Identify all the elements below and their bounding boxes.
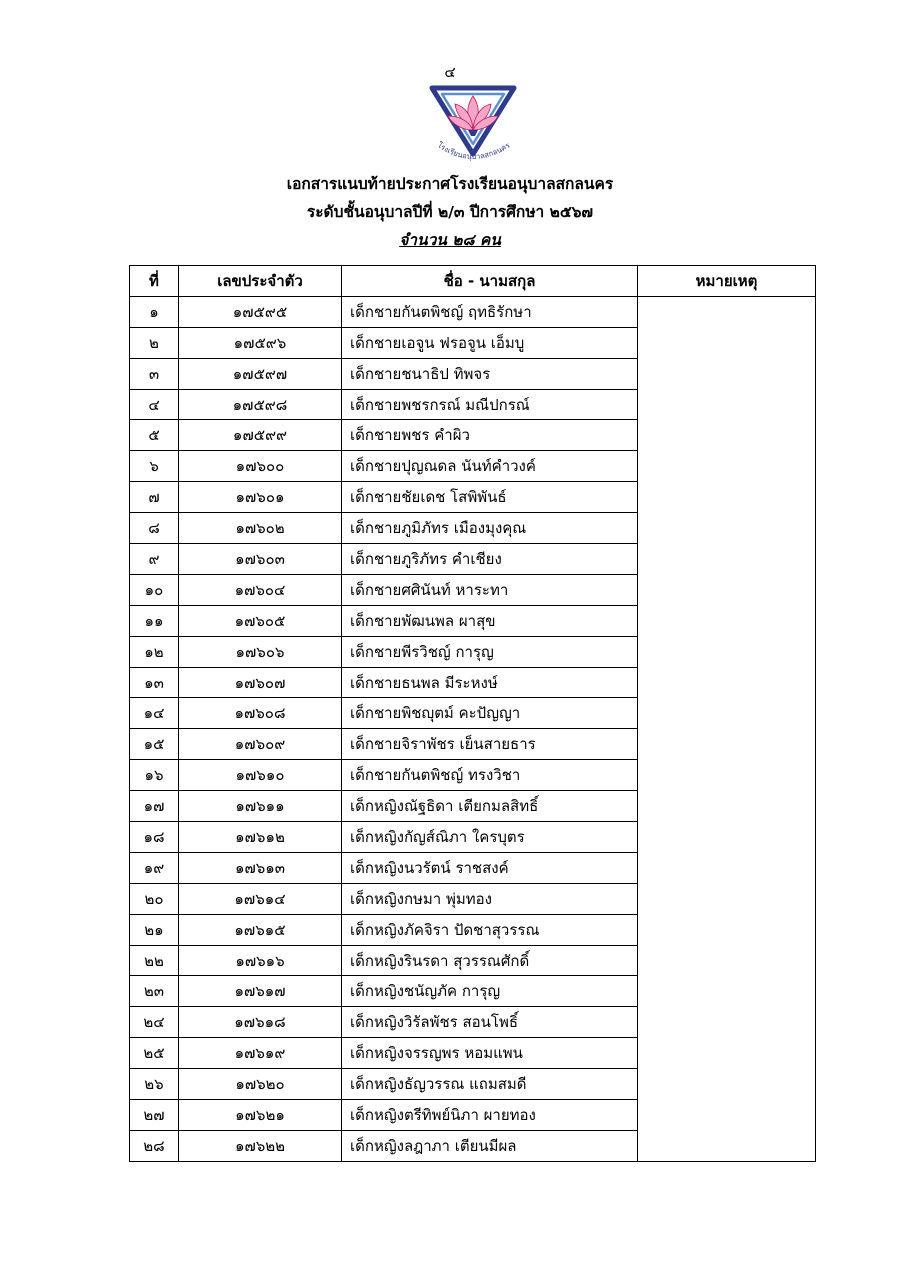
- table-row: [130, 327, 816, 358]
- row-student-id: ๑๗๖๑๖: [179, 945, 342, 976]
- row-student-name: เด็กชายกันตพิชญ์ ฤทธิรักษา: [342, 296, 638, 327]
- row-remark: [638, 791, 816, 822]
- row-student-id: ๑๗๖๐๔: [179, 574, 342, 605]
- student-roster-table: [129, 265, 816, 1162]
- row-student-id: ๑๗๖๒๒: [179, 1130, 342, 1161]
- row-student-name: เด็กชายภูริภัทร คำเชียง: [342, 544, 638, 575]
- row-student-name: เด็กชายกันตพิชญ์ ทรงวิชา: [342, 760, 638, 791]
- row-student-name: เด็กหญิงนวรัตน์ ราชสงค์: [342, 852, 638, 883]
- row-remark: [638, 327, 816, 358]
- row-remark: [638, 451, 816, 482]
- table-row: [130, 1007, 816, 1038]
- row-student-id: ๑๗๖๐๐: [179, 451, 342, 482]
- row-remark: [638, 667, 816, 698]
- row-number: ๑๐: [130, 574, 179, 605]
- table-row: [130, 976, 816, 1007]
- row-remark: [638, 605, 816, 636]
- row-student-name: เด็กชายภูมิภัทร เมืองมุงคุณ: [342, 513, 638, 544]
- school-logo: [428, 82, 518, 172]
- row-remark: [638, 482, 816, 513]
- table-row: [130, 1069, 816, 1100]
- row-number: ๒๑: [130, 914, 179, 945]
- roster-body: [130, 296, 816, 1161]
- table-row: [130, 1038, 816, 1069]
- row-student-id: ๑๗๖๐๓: [179, 544, 342, 575]
- row-number: ๑๕: [130, 729, 179, 760]
- header-subtitle: ระดับชั้นอนุบาลปีที่ ๒/๓ ปีการศึกษา ๒๕๖๗: [306, 203, 594, 221]
- row-student-id: ๑๗๕๙๖: [179, 327, 342, 358]
- row-number: ๑๓: [130, 667, 179, 698]
- row-student-id: ๑๗๖๑๙: [179, 1038, 342, 1069]
- row-student-name: เด็กชายพัฒนพล ผาสุข: [342, 605, 638, 636]
- row-remark: [638, 296, 816, 327]
- row-student-name: เด็กชายพีรวิชญ์ การุญ: [342, 636, 638, 667]
- row-student-id: ๑๗๖๐๙: [179, 729, 342, 760]
- row-student-name: เด็กชายชนาธิป ทิพจร: [342, 358, 638, 389]
- page-number: ๔: [444, 63, 456, 81]
- row-student-name: เด็กชายพิชญุตม์ คะปัญญา: [342, 698, 638, 729]
- row-number: ๑: [130, 296, 179, 327]
- row-remark: [638, 883, 816, 914]
- row-student-id: ๑๗๖๑๕: [179, 914, 342, 945]
- row-remark: [638, 1007, 816, 1038]
- table-row: [130, 636, 816, 667]
- table-row: [130, 1130, 816, 1161]
- row-student-id: ๑๗๕๙๕: [179, 296, 342, 327]
- row-number: ๑๗: [130, 791, 179, 822]
- row-remark: [638, 1130, 816, 1161]
- row-student-name: เด็กชายธนพล มีระหงษ์: [342, 667, 638, 698]
- header-no: ที่: [130, 266, 179, 297]
- row-number: ๕: [130, 420, 179, 451]
- row-student-id: ๑๗๕๙๘: [179, 389, 342, 420]
- table-row: [130, 883, 816, 914]
- row-student-id: ๑๗๖๐๕: [179, 605, 342, 636]
- svg-text:โรงเรียนอนุบาลสกลนคร: โรงเรียนอนุบาลสกลนคร: [435, 140, 512, 162]
- table-row: [130, 914, 816, 945]
- row-student-id: ๑๗๖๑๑: [179, 791, 342, 822]
- document-header: [0, 170, 900, 254]
- row-number: ๒๔: [130, 1007, 179, 1038]
- table-header-row: [130, 266, 816, 297]
- row-student-id: ๑๗๖๑๒: [179, 822, 342, 853]
- row-student-name: เด็กชายศศินันท์ หาระทา: [342, 574, 638, 605]
- row-student-id: ๑๗๕๙๗: [179, 358, 342, 389]
- row-number: ๒: [130, 327, 179, 358]
- row-student-name: เด็กหญิงณัฐธิดา เตียกมลสิทธิ์: [342, 791, 638, 822]
- row-remark: [638, 698, 816, 729]
- row-student-id: ๑๗๖๒๐: [179, 1069, 342, 1100]
- row-student-id: ๑๗๖๑๐: [179, 760, 342, 791]
- row-student-name: เด็กหญิงธัญวรรณ แถมสมดี: [342, 1069, 638, 1100]
- table-row: [130, 513, 816, 544]
- row-student-id: ๑๗๖๑๔: [179, 883, 342, 914]
- header-title: เอกสารแนบท้ายประกาศโรงเรียนอนุบาลสกลนคร: [286, 175, 614, 193]
- row-student-name: เด็กหญิงรินรดา สุวรรณศักดิ์: [342, 945, 638, 976]
- row-number: ๗: [130, 482, 179, 513]
- table-row: [130, 1100, 816, 1131]
- table-row: [130, 389, 816, 420]
- row-student-name: เด็กหญิงกษมา พุ่มทอง: [342, 883, 638, 914]
- table-row: [130, 667, 816, 698]
- row-student-id: ๑๗๖๑๘: [179, 1007, 342, 1038]
- row-number: ๙: [130, 544, 179, 575]
- row-remark: [638, 1038, 816, 1069]
- table-row: [130, 791, 816, 822]
- row-number: ๑๒: [130, 636, 179, 667]
- row-number: ๑๖: [130, 760, 179, 791]
- row-student-name: เด็กชายจิราพัชร เย็นสายธาร: [342, 729, 638, 760]
- table-row: [130, 605, 816, 636]
- row-remark: [638, 1069, 816, 1100]
- row-number: ๘: [130, 513, 179, 544]
- row-remark: [638, 914, 816, 945]
- table-row: [130, 729, 816, 760]
- row-student-name: เด็กหญิงวิรัลพัชร สอนโพธิ์: [342, 1007, 638, 1038]
- table-row: [130, 760, 816, 791]
- row-number: ๒๒: [130, 945, 179, 976]
- row-student-name: เด็กชายพชรกรณ์ มณีปกรณ์: [342, 389, 638, 420]
- row-student-id: ๑๗๖๐๒: [179, 513, 342, 544]
- row-remark: [638, 1100, 816, 1131]
- row-number: ๔: [130, 389, 179, 420]
- row-remark: [638, 945, 816, 976]
- row-student-name: เด็กชายเอจูน ฟรอจูน เอ็มบู: [342, 327, 638, 358]
- row-number: ๒๗: [130, 1100, 179, 1131]
- row-number: ๖: [130, 451, 179, 482]
- row-remark: [638, 822, 816, 853]
- row-student-id: ๑๗๖๑๓: [179, 852, 342, 883]
- row-student-name: เด็กหญิงกัญส์ณิภา ใครบุตร: [342, 822, 638, 853]
- table-row: [130, 574, 816, 605]
- row-remark: [638, 420, 816, 451]
- row-student-name: เด็กหญิงภัคจิรา ปัดชาสุวรรณ: [342, 914, 638, 945]
- row-student-name: เด็กชายชัยเดช โสพิพันธ์: [342, 482, 638, 513]
- row-number: ๓: [130, 358, 179, 389]
- row-student-id: ๑๗๖๐๘: [179, 698, 342, 729]
- row-student-id: ๑๗๖๐๗: [179, 667, 342, 698]
- row-number: ๒๘: [130, 1130, 179, 1161]
- row-student-id: ๑๗๖๐๖: [179, 636, 342, 667]
- row-number: ๑๙: [130, 852, 179, 883]
- row-student-id: ๑๗๖๐๑: [179, 482, 342, 513]
- row-student-name: เด็กหญิงตรีทิพย์นิภา ผายทอง: [342, 1100, 638, 1131]
- row-student-id: ๑๗๖๒๑: [179, 1100, 342, 1131]
- row-student-id: ๑๗๖๑๗: [179, 976, 342, 1007]
- row-number: ๒๕: [130, 1038, 179, 1069]
- row-remark: [638, 513, 816, 544]
- table-row: [130, 296, 816, 327]
- row-number: ๑๑: [130, 605, 179, 636]
- row-remark: [638, 574, 816, 605]
- header-student-id: เลขประจำตัว: [179, 266, 342, 297]
- row-student-name: เด็กชายปุญณดล นันท์คำวงค์: [342, 451, 638, 482]
- row-remark: [638, 544, 816, 575]
- row-number: ๒๐: [130, 883, 179, 914]
- table-row: [130, 420, 816, 451]
- row-student-name: เด็กหญิงลฎาภา เตียนมีผล: [342, 1130, 638, 1161]
- header-remark: หมายเหตุ: [638, 266, 816, 297]
- table-row: [130, 822, 816, 853]
- row-number: ๑๔: [130, 698, 179, 729]
- header-name: ชื่อ - นามสกุล: [342, 266, 638, 297]
- row-student-name: เด็กหญิงชนัญภัค การุญ: [342, 976, 638, 1007]
- table-row: [130, 482, 816, 513]
- row-remark: [638, 760, 816, 791]
- row-remark: [638, 358, 816, 389]
- row-student-id: ๑๗๕๙๙: [179, 420, 342, 451]
- row-student-name: เด็กหญิงจรรญพร หอมแพน: [342, 1038, 638, 1069]
- table-row: [130, 358, 816, 389]
- row-remark: [638, 636, 816, 667]
- table-row: [130, 544, 816, 575]
- row-remark: [638, 976, 816, 1007]
- table-row: [130, 451, 816, 482]
- row-remark: [638, 389, 816, 420]
- row-student-name: เด็กชายพชร คำผิว: [342, 420, 638, 451]
- student-count: จำนวน ๒๘ คน: [399, 231, 501, 249]
- row-number: ๑๘: [130, 822, 179, 853]
- row-number: ๒๓: [130, 976, 179, 1007]
- table-row: [130, 698, 816, 729]
- row-number: ๒๖: [130, 1069, 179, 1100]
- table-row: [130, 945, 816, 976]
- table-row: [130, 852, 816, 883]
- row-remark: [638, 852, 816, 883]
- row-remark: [638, 729, 816, 760]
